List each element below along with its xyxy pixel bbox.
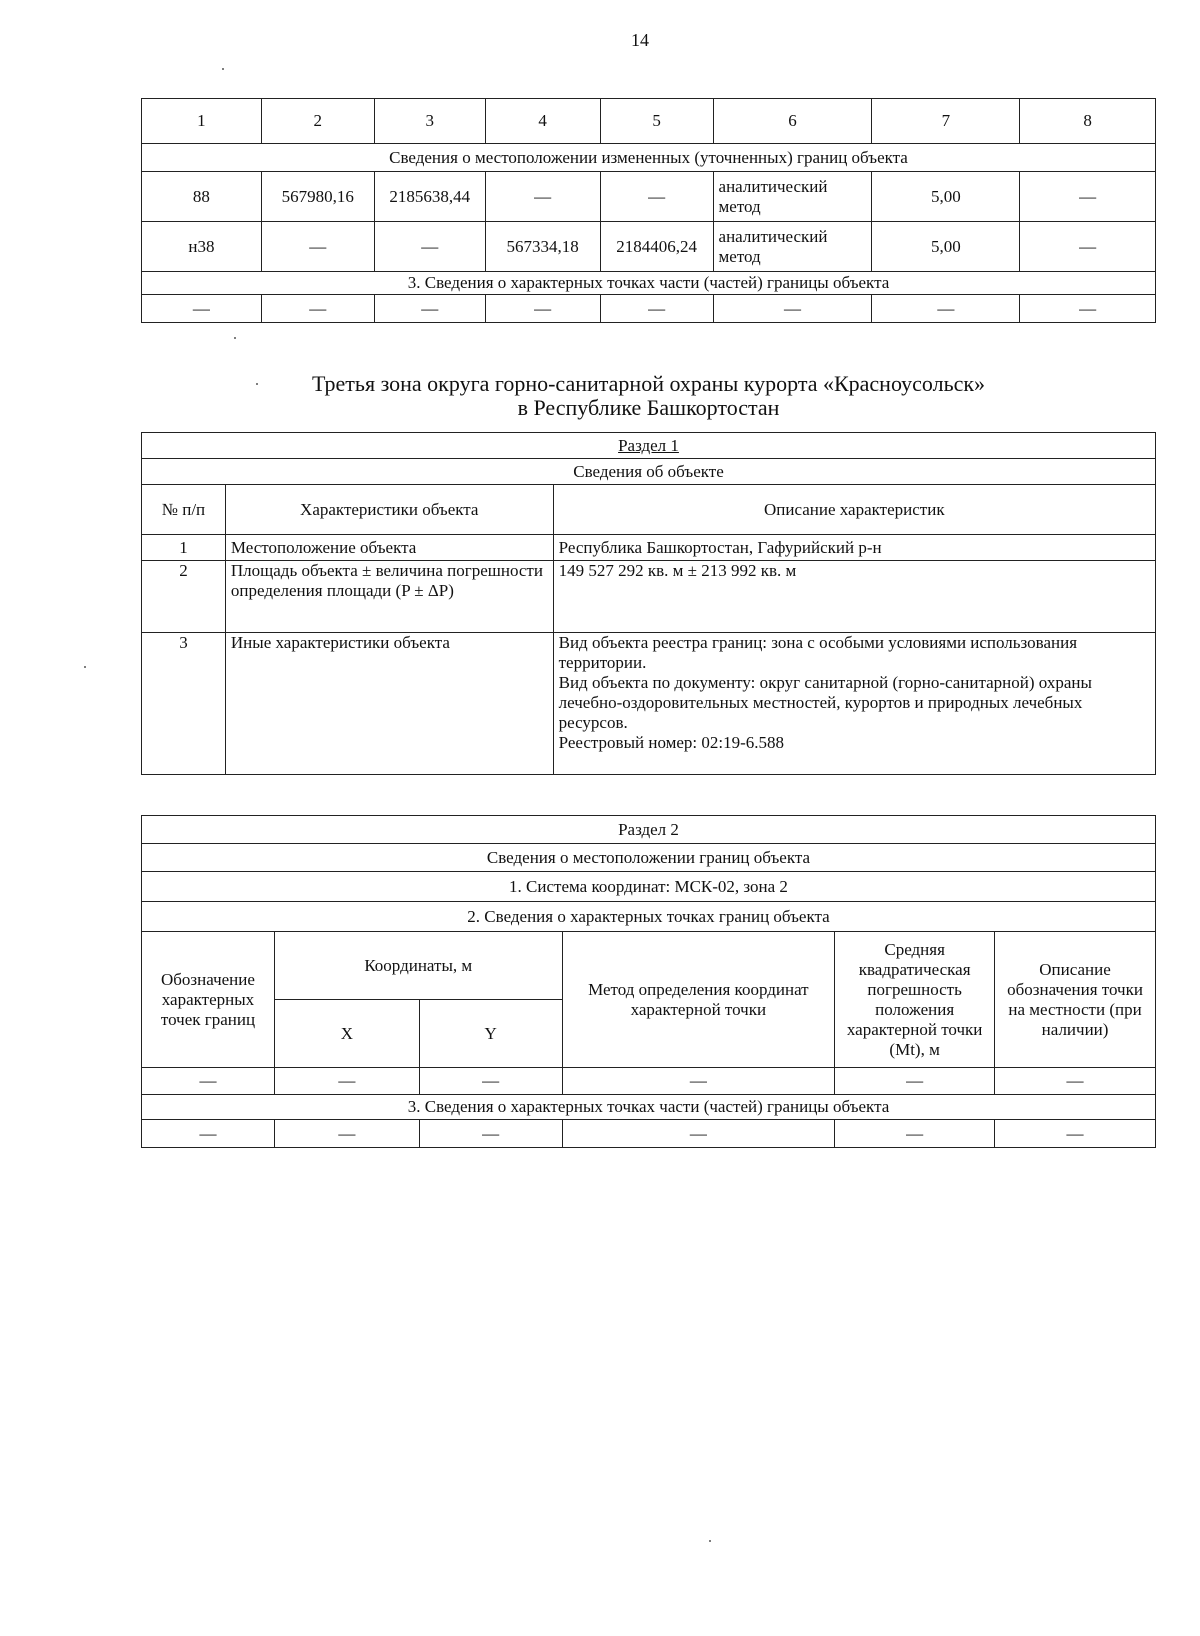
characteristic-name: Местоположение объекта (225, 535, 553, 561)
table-cell: — (600, 172, 713, 222)
column-header-error: Средняя квадратическая погрешность положения характерной точки (Mt), м (835, 932, 995, 1068)
table-cell: — (1020, 172, 1156, 222)
page-number: 14 (631, 30, 649, 50)
table-cell: — (419, 1120, 562, 1148)
scan-speck (84, 666, 86, 668)
section2-location-table (141, 815, 1156, 1148)
zone-title (141, 372, 1156, 420)
description-line: Вид объекта реестра границ: зона с особыми условиями использования территории. (558, 633, 1078, 672)
table-cell: — (274, 1068, 419, 1095)
table-row (142, 172, 1156, 222)
section2-subtitle: Сведения о местоположении границ объекта (142, 844, 1156, 872)
table-cell: — (374, 295, 485, 323)
scan-speck (709, 1540, 711, 1542)
table-cell: 2184406,24 (600, 222, 713, 272)
section2-title: Раздел 2 (142, 816, 1156, 844)
scan-speck (234, 337, 236, 339)
section-heading: Сведения о местоположении измененных (уточненных) границ объекта (142, 144, 1156, 172)
table-cell: 5,00 (872, 222, 1020, 272)
zone-title-line2: в Республике Башкортостан (517, 395, 780, 420)
column-number: 3 (374, 99, 485, 144)
table-cell: — (562, 1068, 835, 1095)
table-cell: 5,00 (872, 172, 1020, 222)
section1-title: Раздел 1 (142, 433, 1156, 459)
section1-object-info-table (141, 432, 1156, 775)
column-numbers-row (142, 99, 1156, 144)
table-cell: — (835, 1068, 995, 1095)
table-row (142, 1068, 1156, 1095)
table-cell: — (261, 222, 374, 272)
table-header-row (142, 485, 1156, 535)
column-header-x: X (274, 1000, 419, 1068)
table-cell: н38 (142, 222, 262, 272)
description-line: Вид объекта по документу: округ санитарной (горно-санитарной) охраны лечебно-оздоровительных местностей, курортов и природных лечебных ресурсов. (558, 673, 1092, 732)
table-cell: аналитический метод (713, 222, 872, 272)
table-cell: — (274, 1120, 419, 1148)
table-row (142, 535, 1156, 561)
table-cell: — (1020, 295, 1156, 323)
column-number: 5 (600, 99, 713, 144)
table-cell: — (142, 1068, 275, 1095)
table-cell: — (995, 1068, 1156, 1095)
column-header-method: Метод определения координат характерной точки (562, 932, 835, 1068)
table-cell: 2185638,44 (374, 172, 485, 222)
section1-subtitle: Сведения об объекте (142, 459, 1156, 485)
registry-number: Реестровый номер: 02:19-6.588 (558, 733, 785, 752)
section-heading: 3. Сведения о характерных точках части (частей) границы объекта (142, 272, 1156, 295)
column-number: 8 (1020, 99, 1156, 144)
column-number: 2 (261, 99, 374, 144)
table-header-row (142, 932, 1156, 1000)
column-number: 1 (142, 99, 262, 144)
column-header-description: Описание характеристик (553, 485, 1155, 535)
table-row (142, 295, 1156, 323)
column-number: 7 (872, 99, 1020, 144)
boundary-points-table-continuation (141, 98, 1156, 323)
table-cell: 88 (142, 172, 262, 222)
characteristic-description: Республика Башкортостан, Гафурийский р-н (553, 535, 1155, 561)
table-cell: — (835, 1120, 995, 1148)
coordinate-system: 1. Система координат: МСК-02, зона 2 (142, 872, 1156, 902)
table-row (142, 561, 1156, 633)
part-points-heading: 3. Сведения о характерных точках части (частей) границы объекта (142, 1095, 1156, 1120)
table-cell: — (142, 295, 262, 323)
table-cell: — (419, 1068, 562, 1095)
row-number: 1 (142, 535, 226, 561)
table-cell: — (485, 172, 600, 222)
zone-title-line1: Третья зона округа горно-санитарной охраны курорта «Красноусольск» (311, 371, 986, 396)
column-header-designation: Обозначение характерных точек границ (142, 932, 275, 1068)
table-cell: — (872, 295, 1020, 323)
column-header-point-description: Описание обозначения точки на местности (при наличии) (995, 932, 1156, 1068)
table-cell: аналитический метод (713, 172, 872, 222)
characteristic-name: Площадь объекта ± величина погрешности определения площади (P ± ΔP) (225, 561, 553, 633)
table-row (142, 633, 1156, 775)
column-header-number: № п/п (142, 485, 226, 535)
column-header-characteristic: Характеристики объекта (225, 485, 553, 535)
column-header-y: Y (419, 1000, 562, 1068)
row-number: 2 (142, 561, 226, 633)
table-cell: — (261, 295, 374, 323)
column-number: 4 (485, 99, 600, 144)
table-cell: 567980,16 (261, 172, 374, 222)
table-cell: — (713, 295, 872, 323)
table-cell: — (600, 295, 713, 323)
table-cell: — (374, 222, 485, 272)
table-row (142, 222, 1156, 272)
points-heading: 2. Сведения о характерных точках границ объекта (142, 902, 1156, 932)
row-number: 3 (142, 633, 226, 775)
characteristic-name: Иные характеристики объекта (225, 633, 553, 775)
table-cell: 567334,18 (485, 222, 600, 272)
table-cell: — (485, 295, 600, 323)
column-number: 6 (713, 99, 872, 144)
scan-speck (222, 68, 224, 70)
table-row (142, 1120, 1156, 1148)
characteristic-description (553, 633, 1155, 775)
table-cell: — (995, 1120, 1156, 1148)
table-cell: — (562, 1120, 835, 1148)
characteristic-description: 149 527 292 кв. м ± 213 992 кв. м (553, 561, 1155, 633)
table-cell: — (142, 1120, 275, 1148)
table-cell: — (1020, 222, 1156, 272)
column-header-coordinates: Координаты, м (274, 932, 562, 1000)
